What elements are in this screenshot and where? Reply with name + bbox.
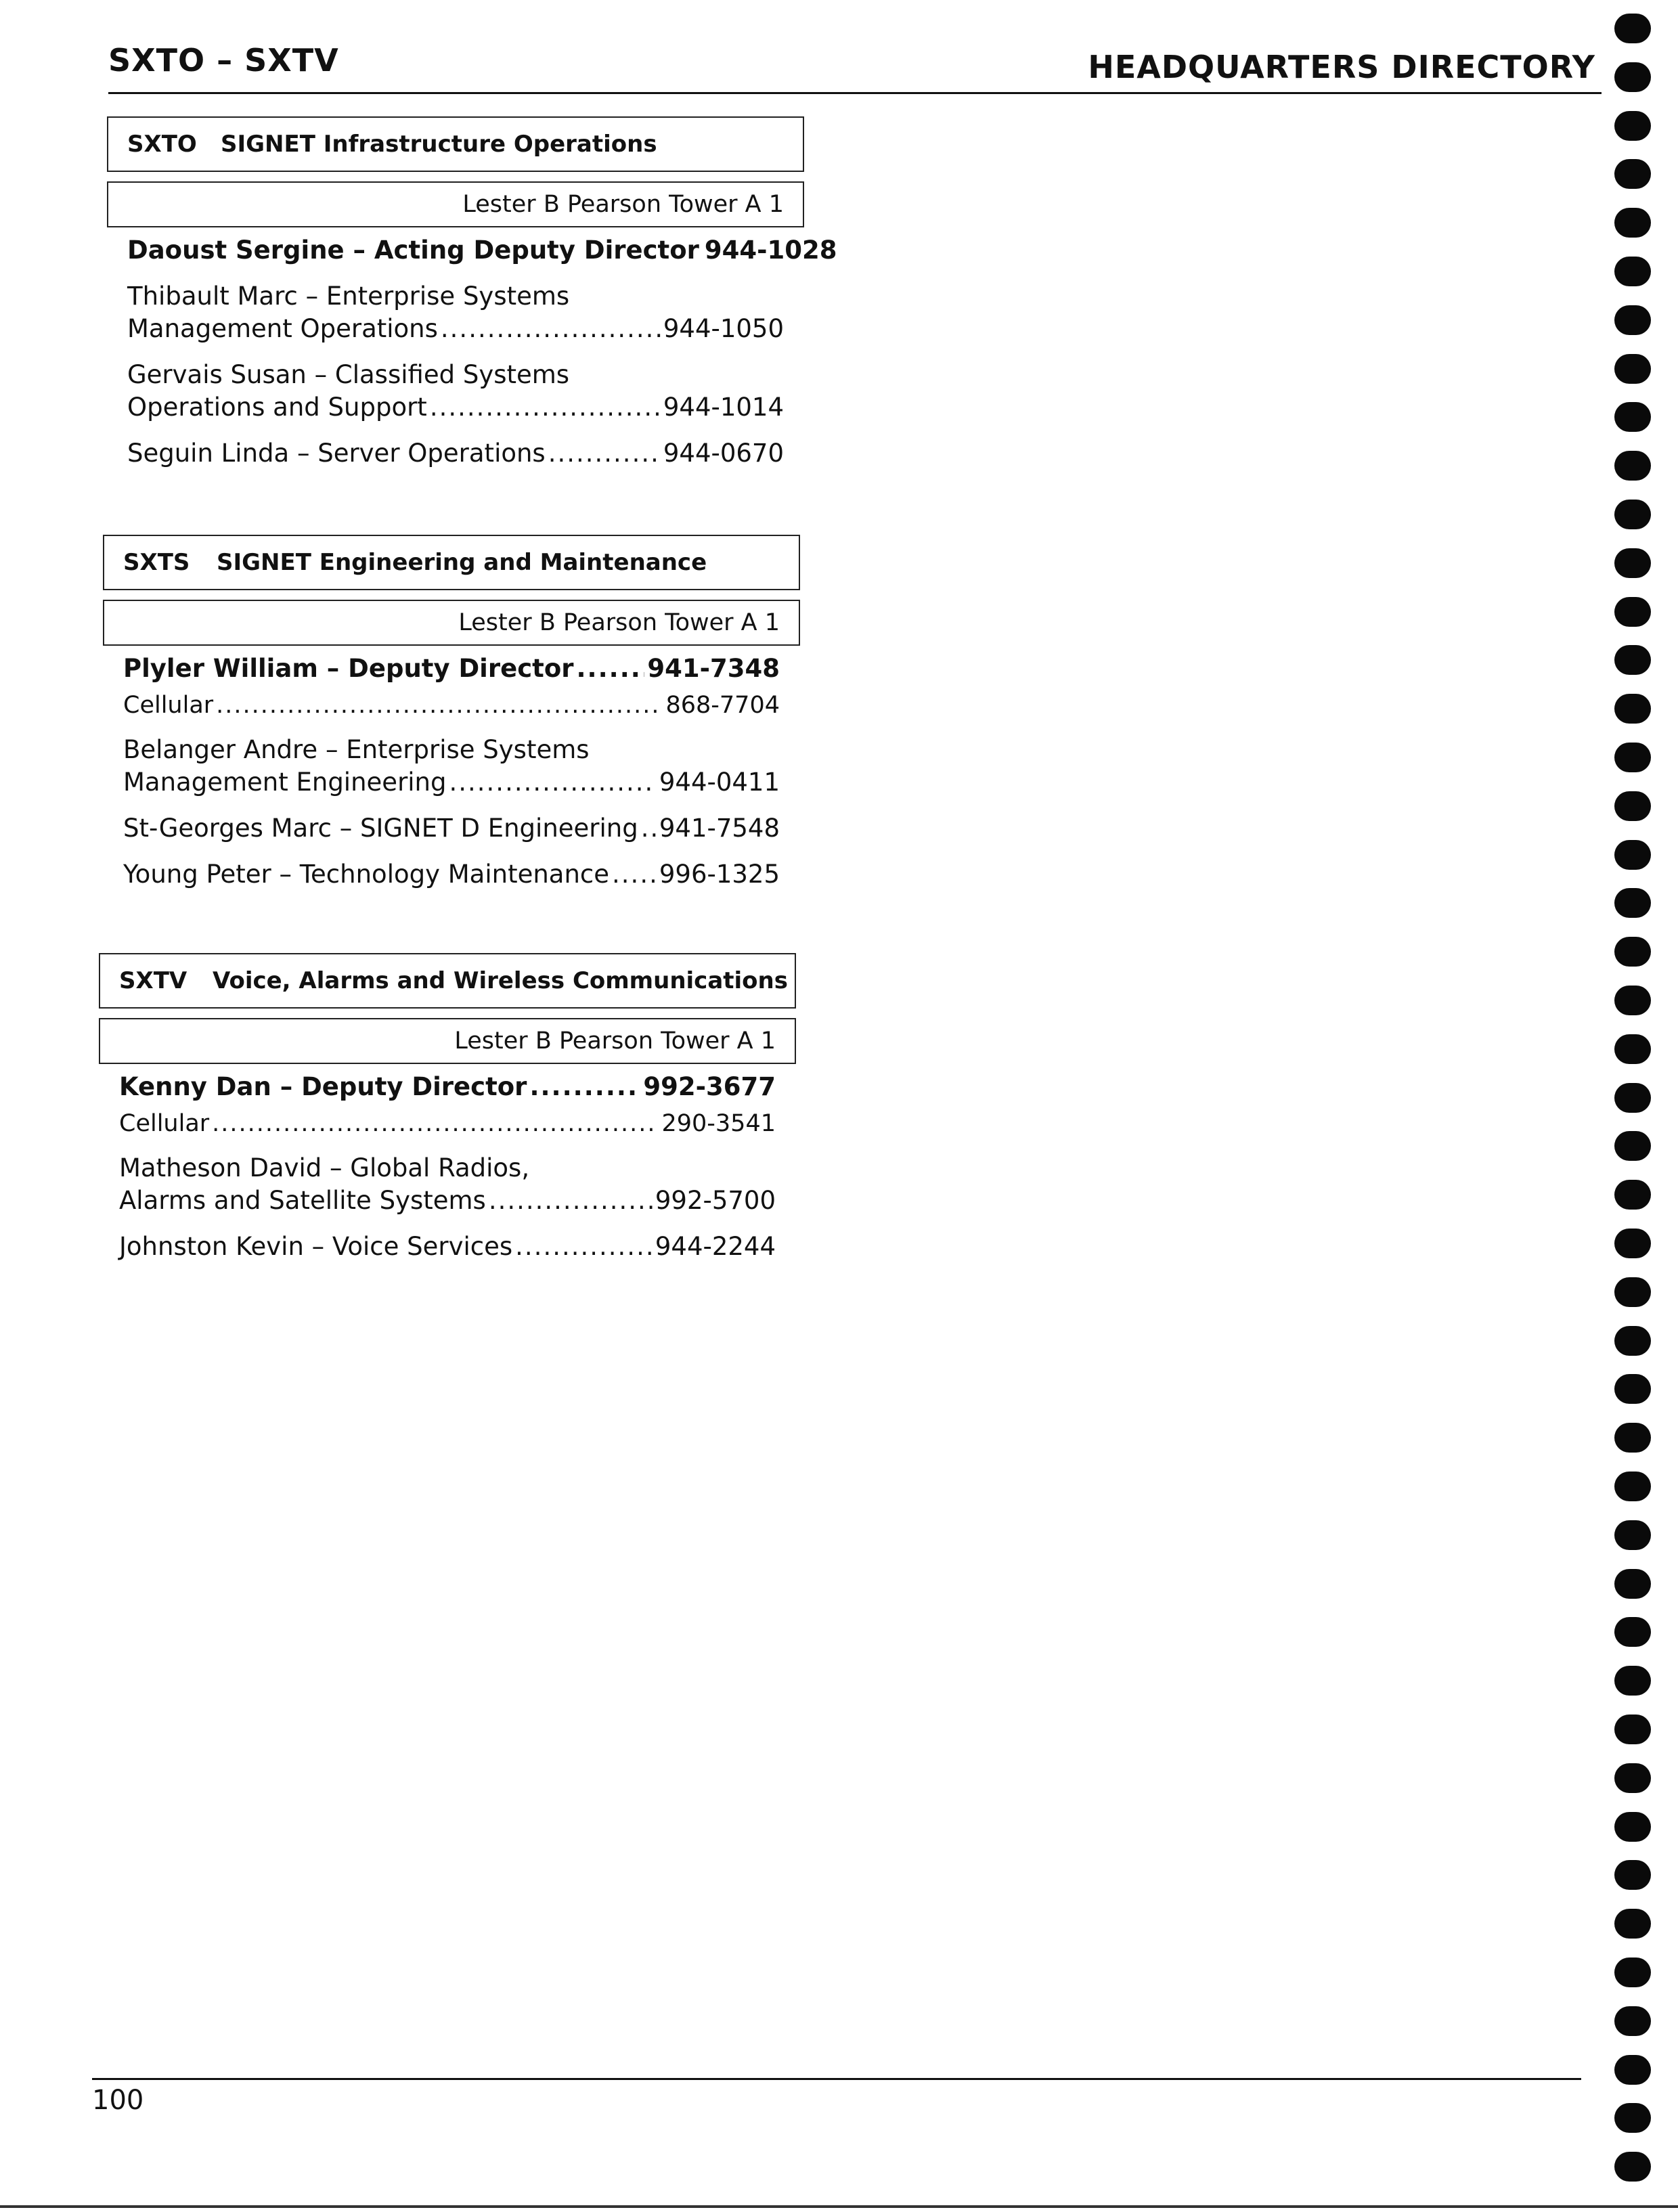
page-number: 100 [92,2085,144,2116]
binding-hole [1614,1909,1651,1939]
section-code: SXTO [127,131,197,158]
footer-divider [92,2078,1581,2080]
binding-hole [1614,451,1651,481]
binding-hole [1614,354,1651,384]
binding-hole [1614,1617,1651,1647]
entry-name: Daoust Sergine – Acting Deputy Director [127,236,699,265]
entry-name-cont: Operations and Support [127,393,427,422]
entry-phone: 944-1028 [704,236,837,265]
entry-name: Young Peter – Technology Maintenance [123,860,610,889]
cellular-phone: 290-3541 [661,1110,776,1137]
binding-hole [1614,1472,1651,1501]
entry-phone: 941-7548 [659,814,780,843]
entry-list [103,652,800,891]
binding-hole [1614,305,1651,335]
entry-name-cont: Management Operations [127,314,438,343]
binding-hole [1614,548,1651,578]
binding-hole [1614,1666,1651,1696]
leader-dots [641,812,657,845]
binding-hole [1614,1083,1651,1113]
section-title-box [99,953,796,1009]
binding-hole [1614,1131,1651,1161]
section-sxtv [99,953,796,1277]
leader-dots [548,437,661,470]
entry-phone: 996-1325 [659,860,780,889]
binding-hole [1614,888,1651,918]
entry-phone: 944-1050 [663,314,784,343]
entry-phone: 992-3677 [643,1072,776,1101]
binding-hole [1614,1423,1651,1453]
section-location: Lester B Pearson Tower A 1 [103,600,800,646]
leader-dots [216,689,663,722]
cellular-label: Cellular [119,1110,210,1137]
leader-dots [529,1071,640,1103]
binding-hole [1614,1520,1651,1550]
binding-hole [1614,1763,1651,1793]
entry-name: Kenny Dan – Deputy Director [119,1072,527,1101]
section-title-box [107,116,804,172]
entry-phone: 944-2244 [655,1232,776,1261]
section-location: Lester B Pearson Tower A 1 [107,181,804,227]
leader-dots [430,391,661,424]
entry-name-cont: Alarms and Satellite Systems [119,1186,486,1215]
binding-hole [1614,2103,1651,2133]
entry-phone: 992-5700 [655,1186,776,1215]
binding-hole [1614,1569,1651,1599]
list-item [123,689,780,722]
entry-name: Matheson David – Global Radios, [119,1153,530,1182]
entry-name: Johnston Kevin – Voice Services [119,1232,513,1261]
page-title: HEADQUARTERS DIRECTORY [1088,49,1595,85]
leader-dots [212,1107,659,1140]
section-title-box [103,535,800,590]
entry-phone: 944-0670 [663,439,784,468]
binding-hole [1614,645,1651,675]
section-sxto [107,116,837,483]
binding-hole [1614,14,1651,43]
entry-name: Gervais Susan – Classified Systems [127,360,570,389]
binding-hole [1614,500,1651,529]
list-item [127,234,837,267]
binding-hole [1614,62,1651,92]
header-divider [108,92,1602,94]
binding-hole [1614,2055,1651,2085]
binding-hole [1614,1034,1651,1064]
section-location: Lester B Pearson Tower A 1 [99,1018,796,1064]
entry-name: St-Georges Marc – SIGNET D Engineering [123,814,638,843]
binding-hole [1614,1957,1651,1987]
binding-hole [1614,743,1651,772]
binding-hole [1614,937,1651,967]
leader-dots [515,1231,653,1263]
list-item [127,280,784,345]
leader-dots [449,766,657,799]
binding-hole [1614,1374,1651,1404]
entry-name: Seguin Linda – Server Operations [127,439,546,468]
entry-phone: 941-7348 [647,654,780,683]
leader-dots [441,313,661,345]
list-item [119,1071,776,1103]
list-item [123,812,780,845]
list-item [127,437,784,470]
leader-dots [577,652,645,685]
binding-hole [1614,694,1651,724]
binding-hole [1614,1860,1651,1890]
binding-hole [1614,840,1651,870]
list-item [123,652,780,685]
list-item [123,734,780,799]
binding-hole [1614,2006,1651,2036]
list-item [119,1231,776,1263]
entry-list [99,1071,796,1263]
entry-list [107,234,837,470]
list-item [119,1107,776,1140]
leader-dots [489,1185,653,1217]
cellular-label: Cellular [123,692,214,719]
section-name: Voice, Alarms and Wireless Communications [213,967,788,994]
leader-dots [612,858,657,891]
section-name: SIGNET Engineering and Maintenance [217,549,707,576]
binding-hole [1614,1326,1651,1356]
binding-hole [1614,111,1651,141]
binding-hole [1614,986,1651,1015]
list-item [127,359,784,424]
binding-hole [1614,257,1651,286]
header-range: SXTO – SXTV [108,42,339,79]
cellular-phone: 868-7704 [665,692,780,719]
binding-hole [1614,2152,1651,2182]
entry-name: Plyler William – Deputy Director [123,654,574,683]
binding-hole [1614,1715,1651,1744]
binding-hole [1614,1812,1651,1842]
binding-holes [1614,14,1652,2207]
section-code: SXTV [119,967,187,994]
binding-hole [1614,597,1651,627]
list-item [123,858,780,891]
page-edge [0,2205,1678,2208]
binding-hole [1614,1180,1651,1210]
entry-name-cont: Management Engineering [123,768,447,797]
entry-phone: 944-1014 [663,393,784,422]
list-item [119,1152,776,1217]
binding-hole [1614,1277,1651,1307]
binding-hole [1614,208,1651,238]
binding-hole [1614,159,1651,189]
binding-hole [1614,791,1651,821]
entry-phone: 944-0411 [659,768,780,797]
entry-name: Belanger Andre – Enterprise Systems [123,735,590,764]
entry-name: Thibault Marc – Enterprise Systems [127,282,570,311]
section-name: SIGNET Infrastructure Operations [221,131,657,158]
section-code: SXTS [123,549,190,576]
section-sxts [103,535,800,904]
binding-hole [1614,402,1651,432]
binding-hole [1614,1229,1651,1258]
